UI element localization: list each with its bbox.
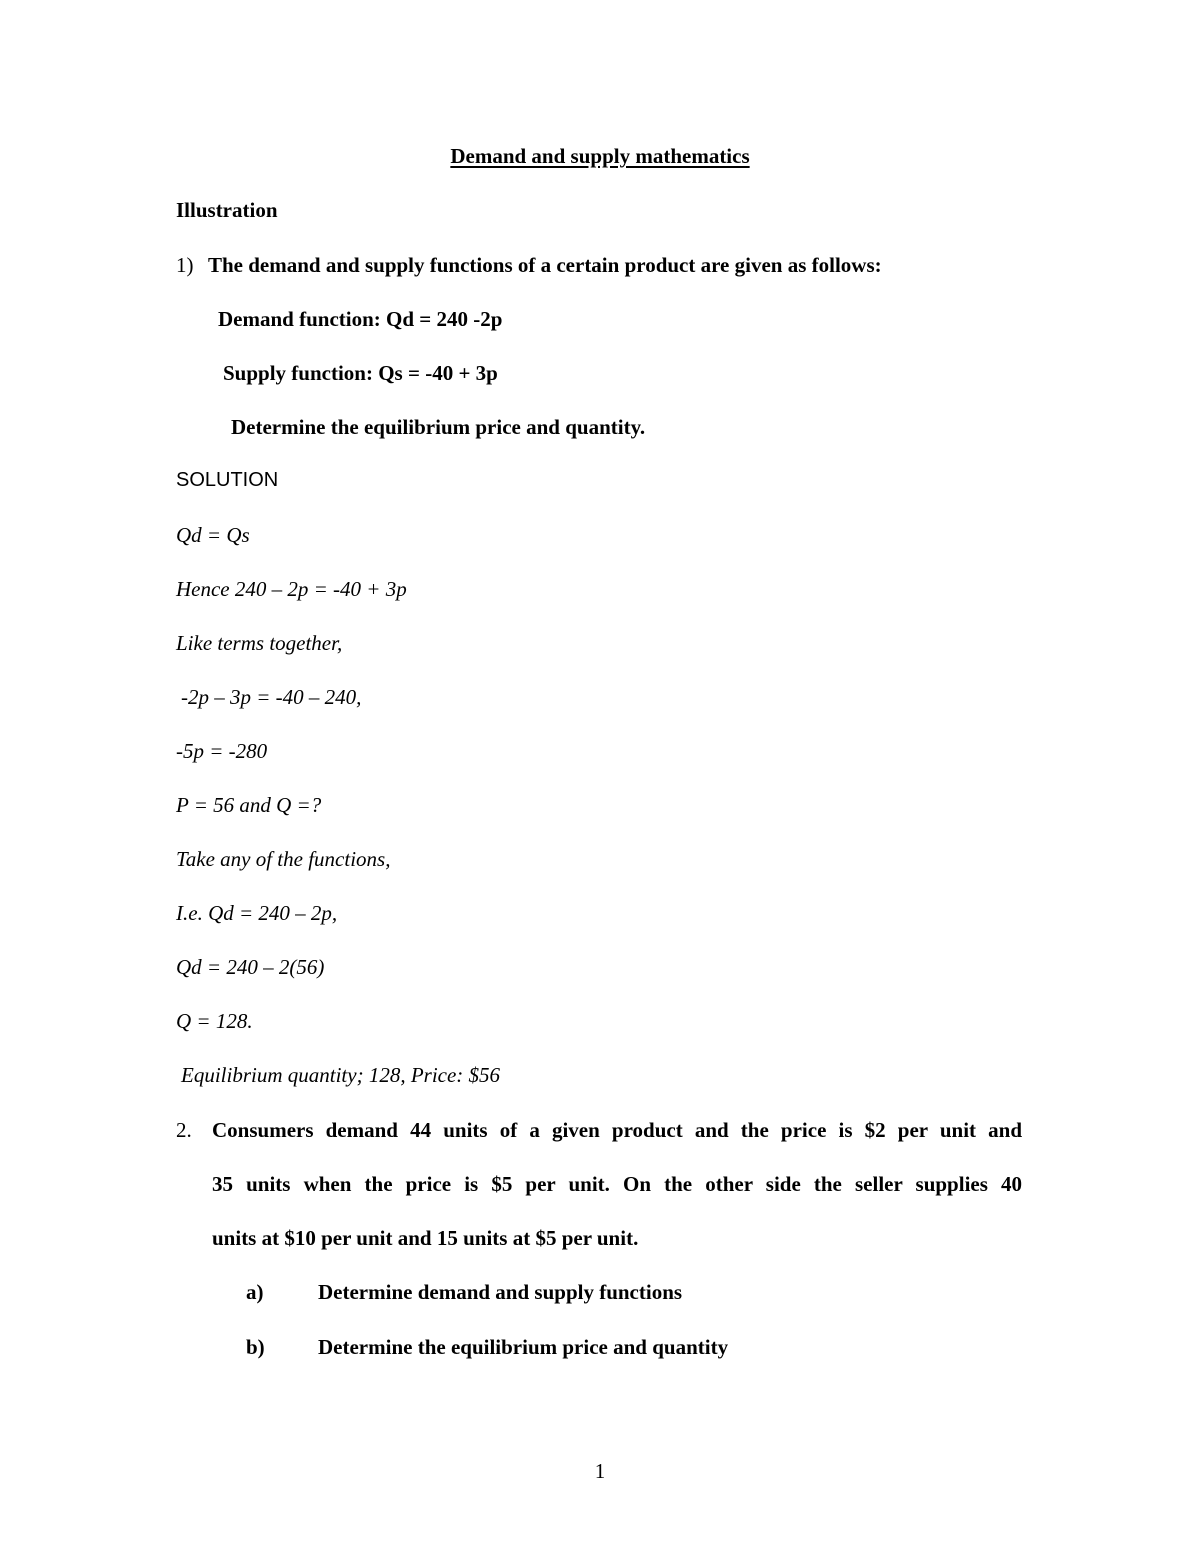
solution-step: Take any of the functions, bbox=[176, 847, 391, 871]
part-a-text: Determine demand and supply functions bbox=[318, 1280, 683, 1304]
solution-step: Qd = Qs bbox=[176, 523, 250, 547]
solution-step: Q = 128. bbox=[176, 1009, 253, 1033]
part-b-label: b) bbox=[246, 1335, 265, 1359]
solution-step: Hence 240 – 2p = -40 + 3p bbox=[176, 577, 407, 601]
solution-step: I.e. Qd = 240 – 2p, bbox=[176, 901, 338, 925]
question-1-task: Determine the equilibrium price and quantity. bbox=[231, 415, 646, 439]
solution-step: -2p – 3p = -40 – 240, bbox=[181, 685, 362, 709]
question-2-line: Consumers demand 44 units of a given product and the price is $2 per unit and bbox=[212, 1118, 1022, 1142]
part-b-text: Determine the equilibrium price and quantity bbox=[318, 1335, 729, 1359]
solution-heading: SOLUTION bbox=[176, 469, 279, 491]
page-title: Demand and supply mathematics bbox=[450, 144, 750, 168]
solution-conclusion: Equilibrium quantity; 128, Price: $56 bbox=[181, 1063, 501, 1087]
solution-step: Qd = 240 – 2(56) bbox=[176, 955, 325, 979]
solution-step: -5p = -280 bbox=[176, 739, 268, 763]
part-a-label: a) bbox=[246, 1280, 264, 1304]
question-2-line: units at $10 per unit and 15 units at $5 per unit. bbox=[212, 1226, 639, 1250]
section-heading: Illustration bbox=[176, 198, 278, 222]
solution-step: P = 56 and Q =? bbox=[176, 793, 322, 817]
demand-function: Demand function: Qd = 240 -2p bbox=[218, 307, 503, 331]
question-1-prompt: The demand and supply functions of a certain product are given as follows: bbox=[208, 253, 882, 277]
page-number: 1 bbox=[594, 1459, 606, 1483]
question-2-line: 35 units when the price is $5 per unit. On the other side the seller supplies 40 bbox=[212, 1172, 1022, 1196]
supply-function: Supply function: Qs = -40 + 3p bbox=[223, 361, 498, 385]
question-1-number: 1) bbox=[176, 253, 194, 277]
solution-step: Like terms together, bbox=[176, 631, 343, 655]
question-2-number: 2. bbox=[176, 1118, 192, 1142]
